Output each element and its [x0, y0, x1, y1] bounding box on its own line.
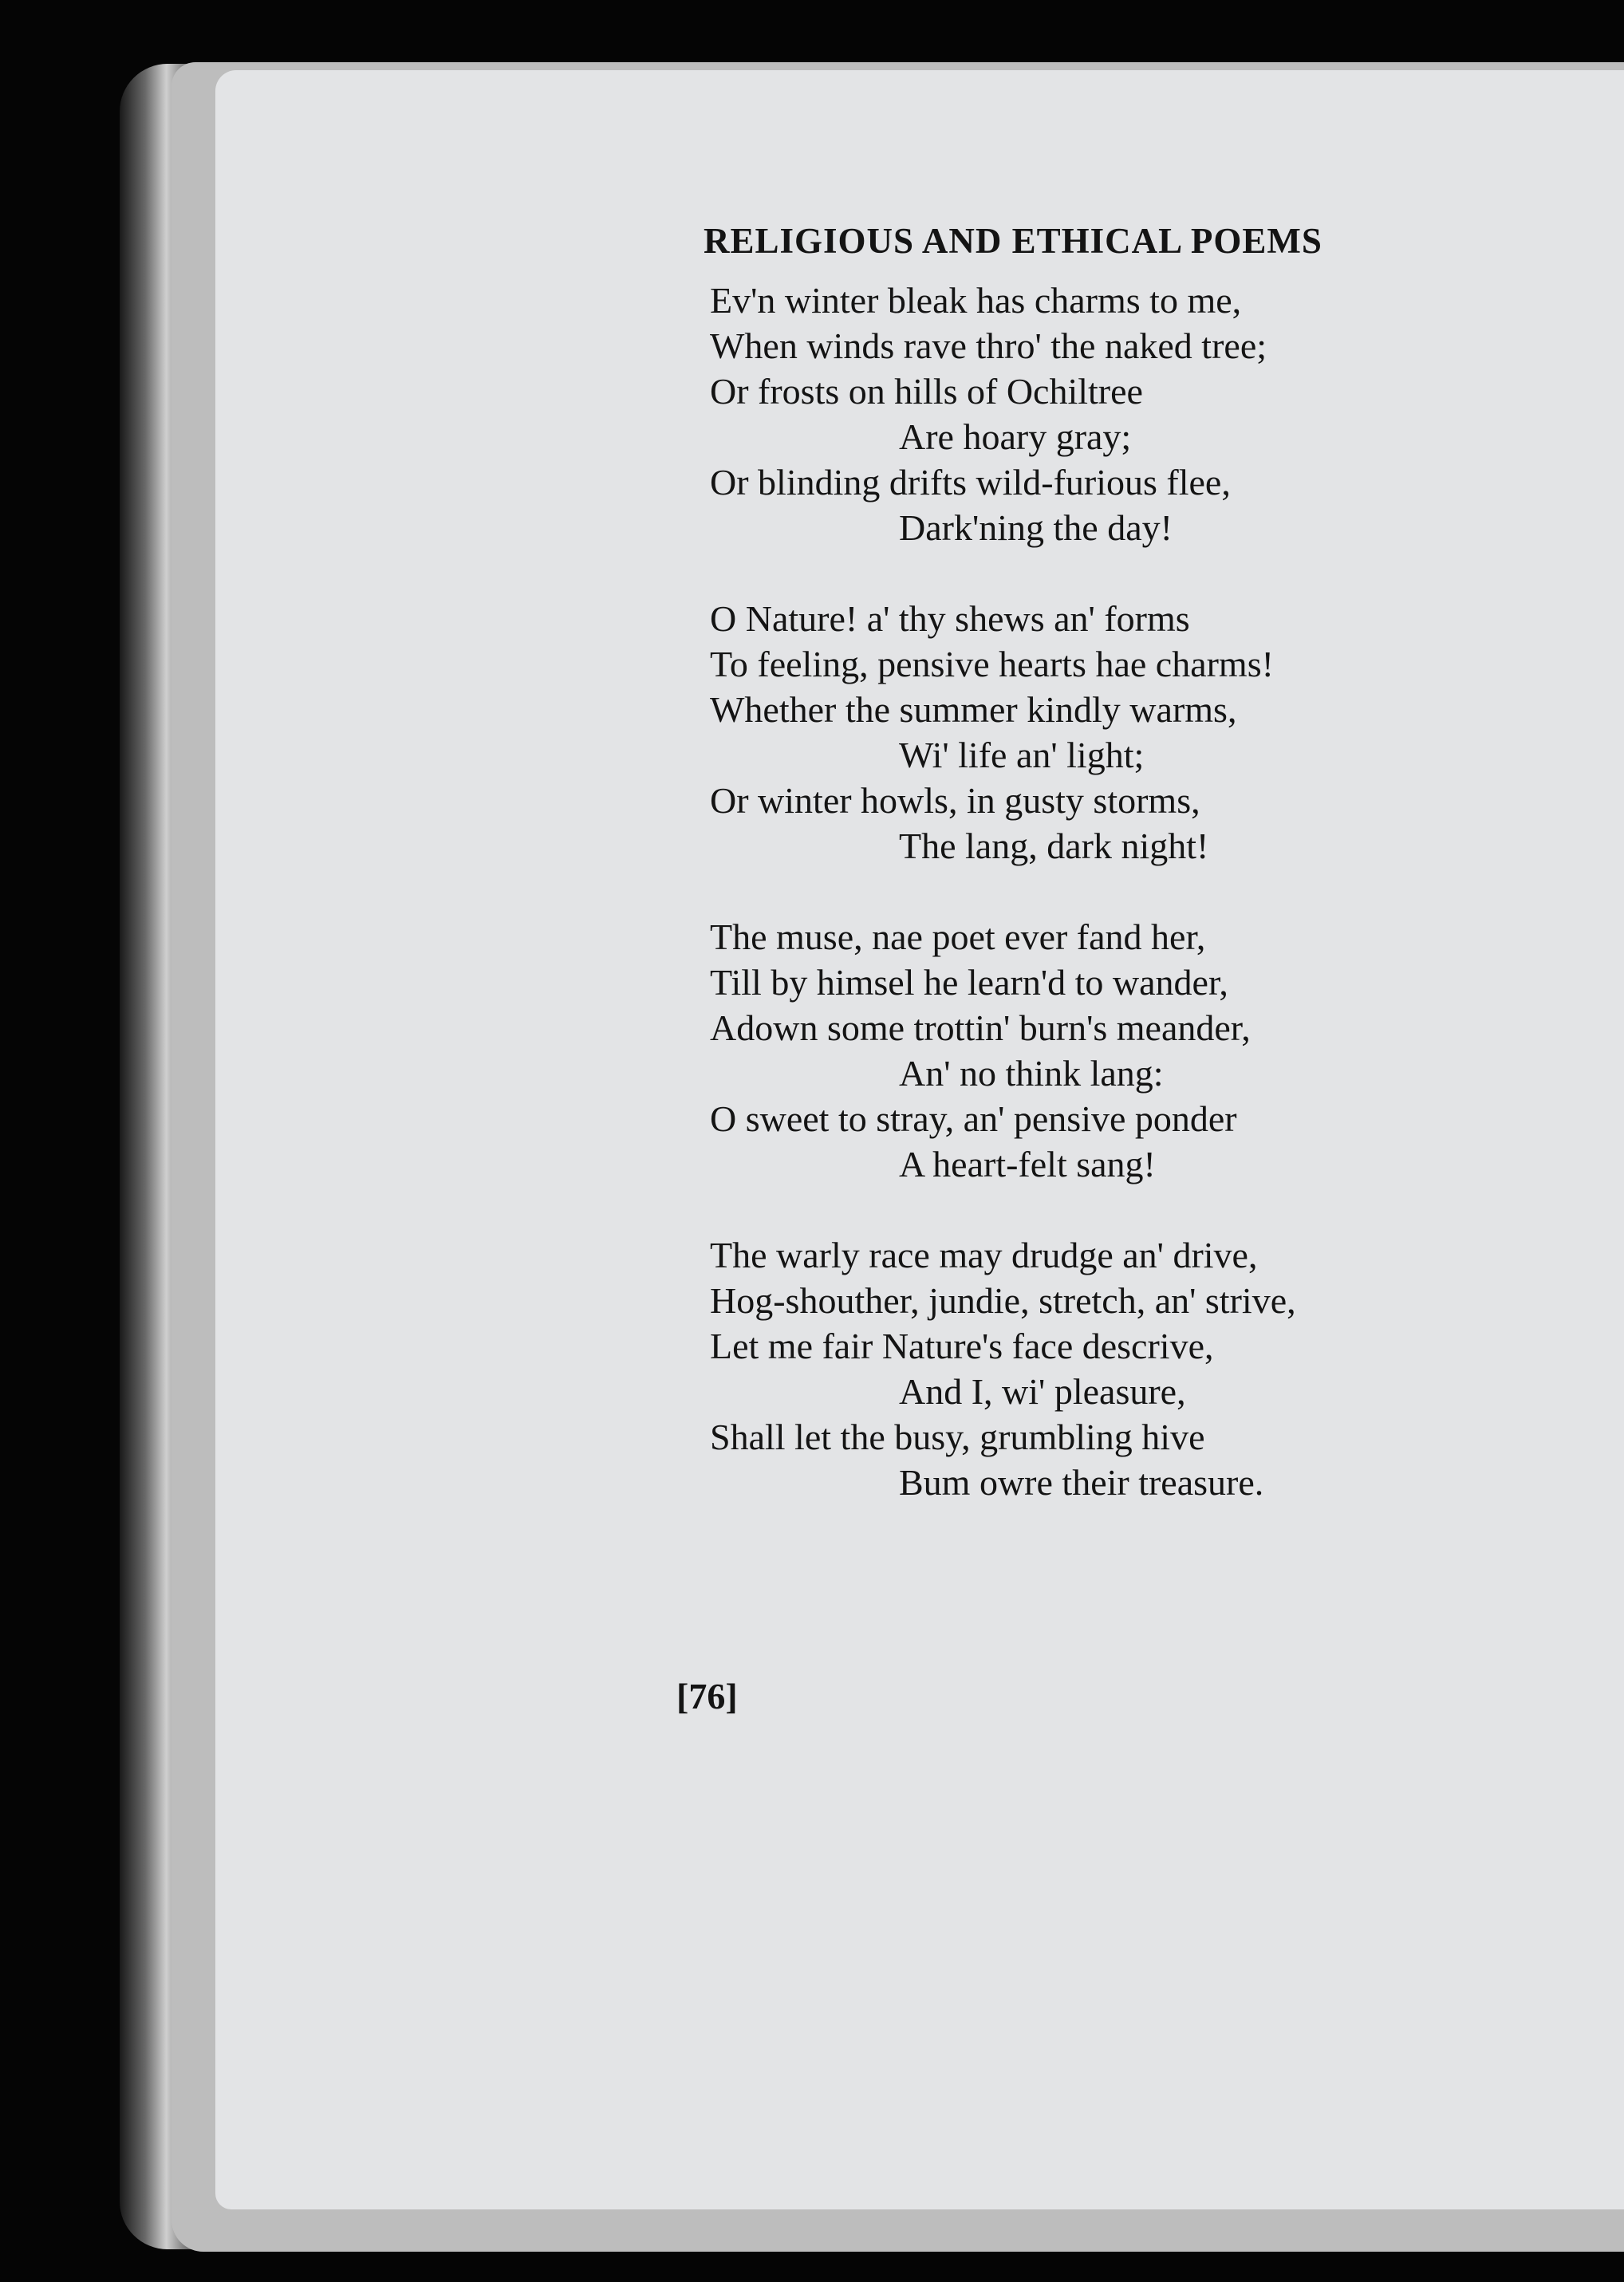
poem-line-indented: Dark'ning the day!	[899, 507, 1173, 548]
poem-line: When winds rave thro' the naked tree;	[710, 325, 1267, 366]
poem-line: O sweet to stray, an' pensive ponder	[710, 1098, 1237, 1139]
poem-line: The muse, nae poet ever fand her,	[710, 916, 1206, 957]
poem-line-indented: A heart-felt sang!	[899, 1144, 1156, 1184]
poem-line: Or blinding drifts wild-furious flee,	[710, 462, 1231, 503]
poem-line: The warly race may drudge an' drive,	[710, 1235, 1258, 1275]
stanza	[710, 1232, 1587, 1505]
poem-body	[710, 278, 1587, 1551]
poem-line: O Nature! a' thy shews an' forms	[710, 598, 1190, 639]
poem-line: Ev'n winter bleak has charms to me,	[710, 280, 1242, 321]
poem-line: Till by himsel he learn'd to wander,	[710, 962, 1228, 1003]
page-number: [76]	[676, 1676, 738, 1716]
poem-line-indented: And I, wi' pleasure,	[899, 1371, 1186, 1412]
stanza	[710, 278, 1587, 550]
stanza	[710, 914, 1587, 1187]
running-title: RELIGIOUS AND ETHICAL POEMS	[704, 221, 1322, 261]
poem-line: Adown some trottin' burn's meander,	[710, 1007, 1251, 1048]
poem-line: Let me fair Nature's face descrive,	[710, 1326, 1214, 1366]
poem-line: Shall let the busy, grumbling hive	[710, 1417, 1205, 1457]
poem-line-indented: Are hoary gray;	[899, 416, 1132, 457]
poem-line: To feeling, pensive hearts hae charms!	[710, 644, 1274, 684]
poem-line: Hog-shouther, jundie, stretch, an' strive,	[710, 1280, 1296, 1321]
poem-line: Whether the summer kindly warms,	[710, 689, 1237, 730]
poem-line: Or winter howls, in gusty storms,	[710, 780, 1200, 821]
poem-line-indented: The lang, dark night!	[899, 826, 1209, 866]
poem-line: Or frosts on hills of Ochiltree	[710, 371, 1143, 412]
poem-line-indented: An' no think lang:	[899, 1053, 1164, 1094]
poem-line-indented: Wi' life an' light;	[899, 735, 1145, 775]
poem-line-indented: Bum owre their treasure.	[899, 1462, 1264, 1503]
stanza	[710, 596, 1587, 869]
